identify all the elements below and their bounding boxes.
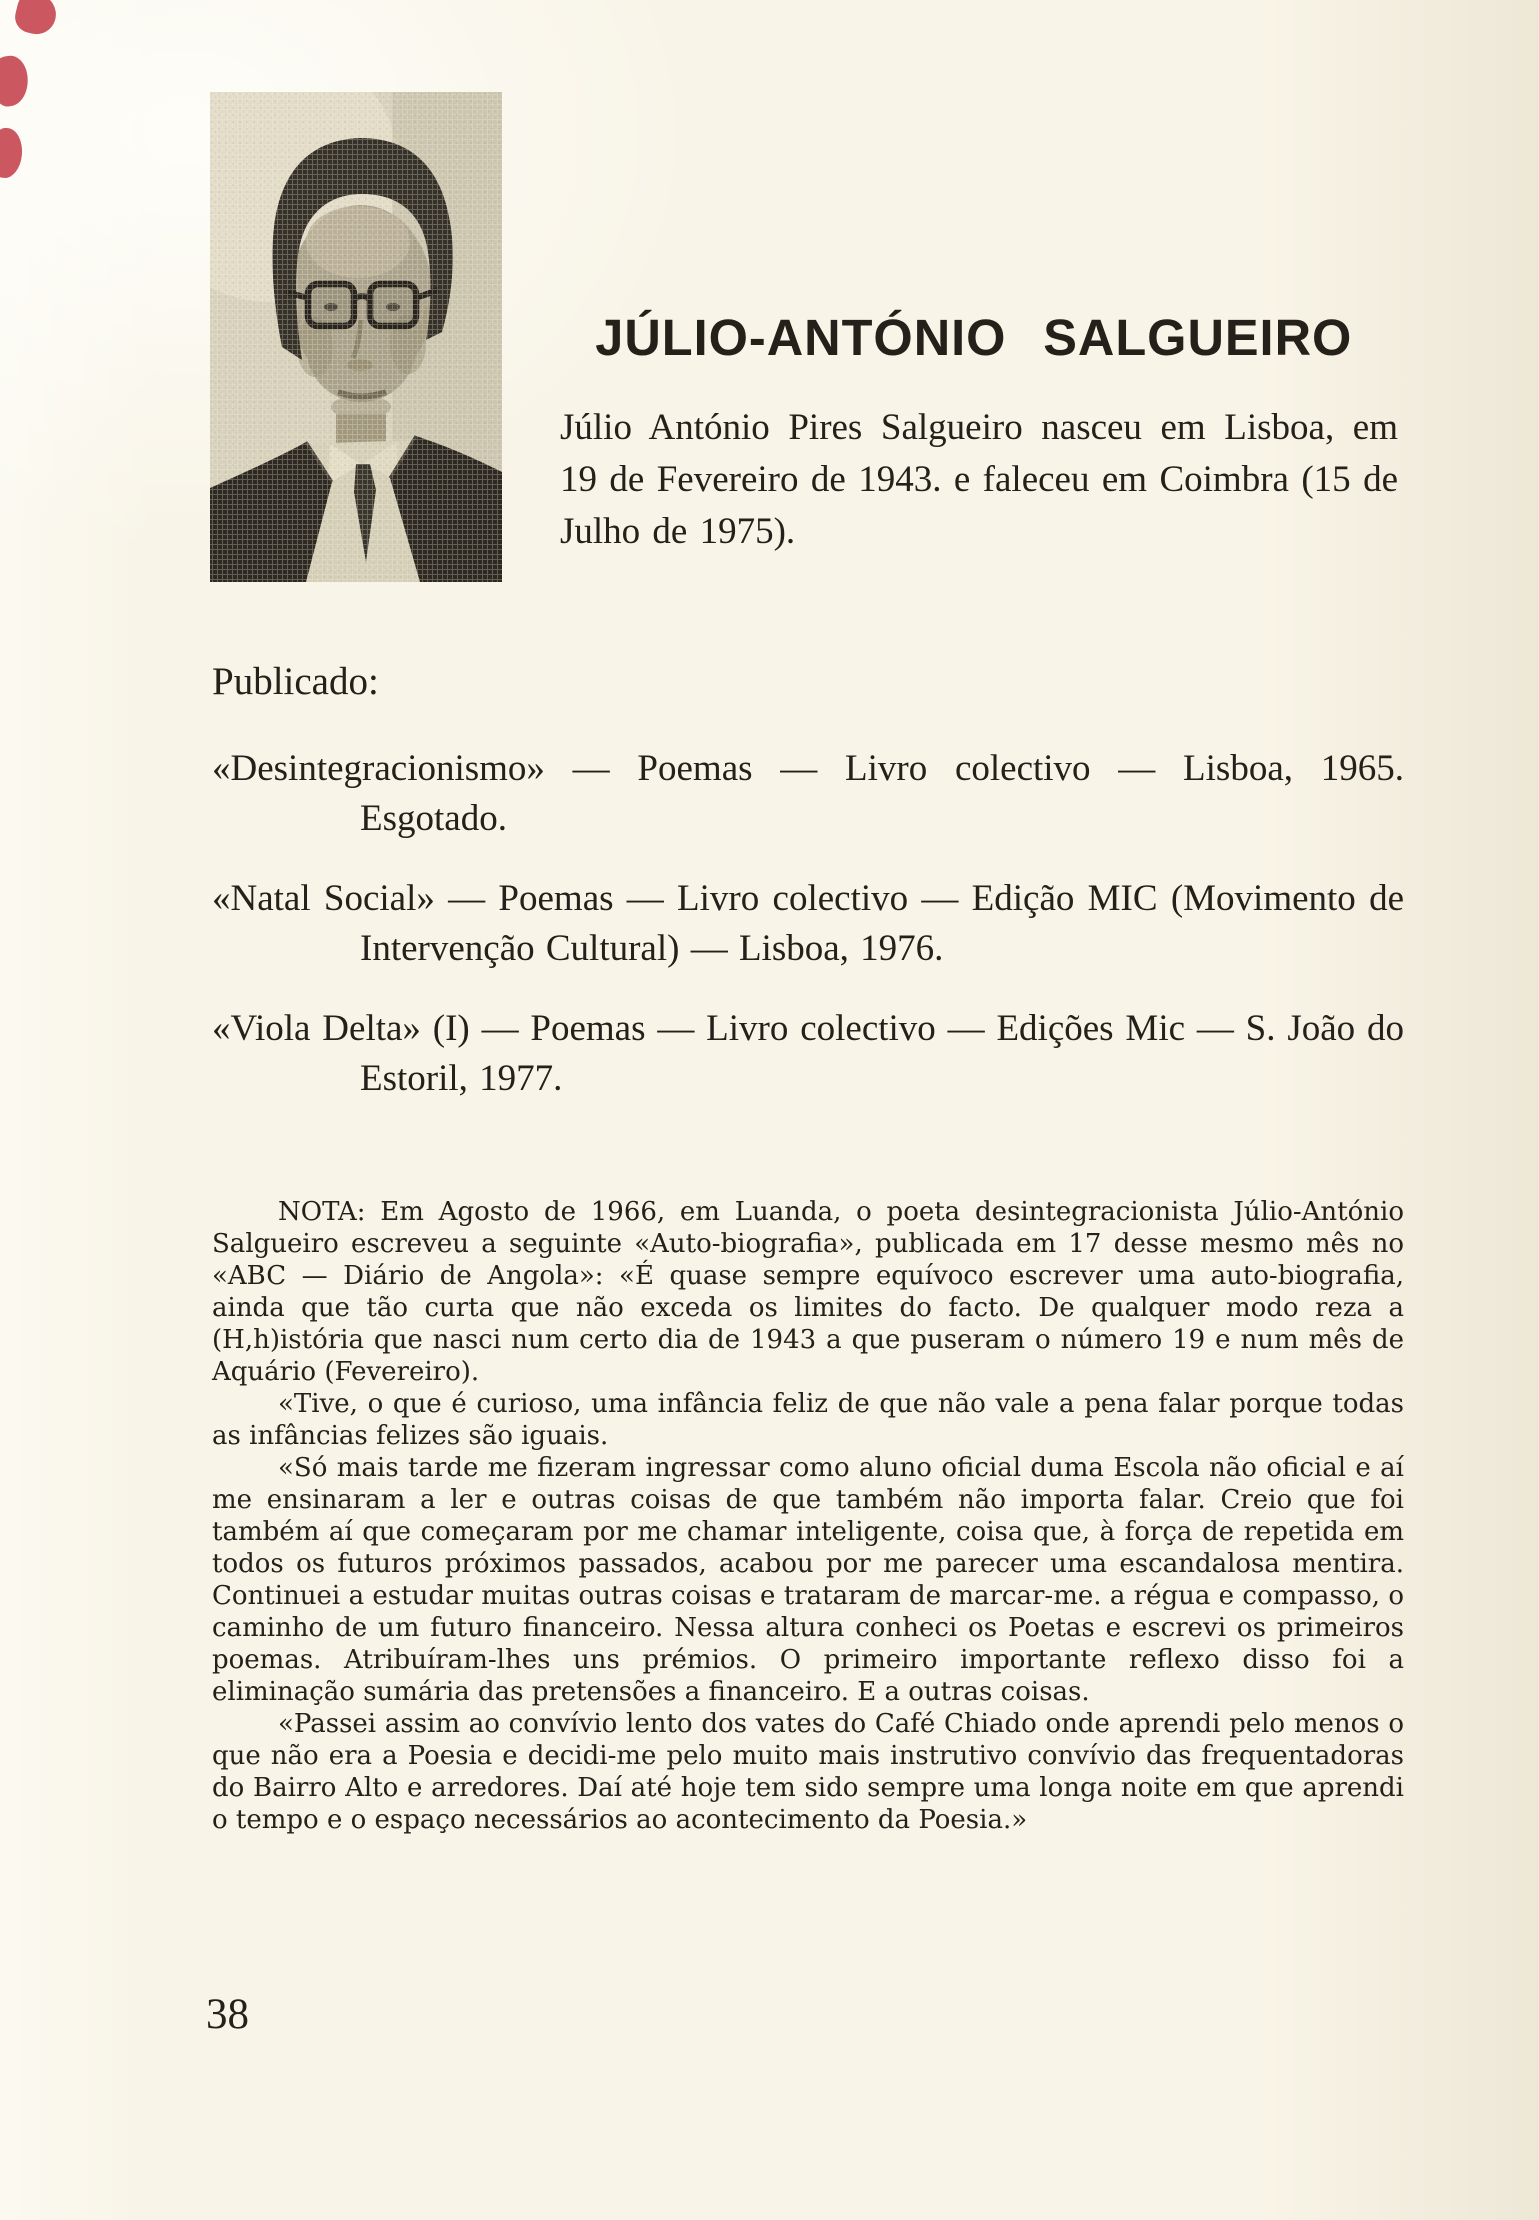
nota-paragraph-2: «Tive, o que é curioso, uma infância feliz de que não vale a pena falar porque todas as infâncias felizes são iguais. bbox=[212, 1389, 1404, 1451]
nota-paragraph-3: «Só mais tarde me fizeram ingressar como aluno oficial duma Escola não oficial e aí me ensinaram a ler e outras coisas de que também não importa falar. Creio que foi também aí que começaram por me chamar inteligente, coisa que, à força de repetida em todos os futuros próximos passados, acabou por me parecer uma escandalosa mentira. Continuei a estudar muitas outras coisas e trataram de marcar-me. a régua e compasso, o caminho de um futuro financeiro. Nessa altura conheci os Poetas e escrevi os primeiros poemas. Atribuíram-lhes uns prémios. O primeiro importante reflexo disso foi a eliminação sumária das pretensões a financeiro. E a outras coisas. bbox=[212, 1453, 1404, 1707]
nota-paragraph-4: «Passei assim ao convívio lento dos vates do Café Chiado onde aprendi pelo menos o que não era a Poesia e decidi-me pelo muito mais instrutivo convívio das frequentadoras do Bairro Alto e arredores. Daí até hoje tem sido sempre uma longa noite em que aprendi o tempo e o espaço necessários ao acontecimento da Poesia.» bbox=[212, 1709, 1404, 1835]
published-entry-desintegracionismo: «Desintegracionismo» — Poemas — Livro colectivo — Lisboa, 1965. Esgotado. bbox=[212, 748, 1404, 839]
red-ink-mark bbox=[0, 54, 31, 109]
published-entry-natal-social: «Natal Social» — Poemas — Livro colectivo — Edição MIC (Movimento de Intervenção Cultural) — Lisboa, 1976. bbox=[212, 878, 1404, 969]
published-heading: Publicado: bbox=[212, 660, 379, 703]
published-list bbox=[212, 744, 1404, 1134]
nota-paragraph-1: NOTA: Em Agosto de 1966, em Luanda, o poeta desintegracionista Júlio-António Salgueiro escreveu a seguinte «Auto-biografia», publicada em 17 desse mesmo mês no «ABC — Diário de Angola»: «É quase sempre equívoco escrever uma auto-biografia, ainda que tão curta que não exceda os limites do facto. De qualquer modo reza a (H,h)istória que nasci num certo dia de 1943 a que puseram o número 19 e num mês de Aquário (Fevereiro). bbox=[212, 1197, 1404, 1387]
nota-block bbox=[212, 1196, 1404, 1836]
red-ink-mark bbox=[0, 126, 25, 179]
page-title: JÚLIO-ANTÓNIO SALGUEIRO bbox=[595, 309, 1353, 366]
grain-overlay bbox=[210, 92, 502, 582]
portrait-photo bbox=[210, 92, 502, 582]
biography-text: Júlio António Pires Salgueiro nasceu em Lisboa, em 19 de Fevereiro de 1943. e faleceu em Coimbra (15 de Julho de 1975). bbox=[560, 407, 1398, 552]
published-entry-viola-delta: «Viola Delta» (I) — Poemas — Livro colectivo — Edições Mic — S. João do Estoril, 1977. bbox=[212, 1008, 1404, 1099]
red-ink-mark bbox=[12, 0, 60, 38]
page-number: 38 bbox=[206, 1991, 249, 2038]
